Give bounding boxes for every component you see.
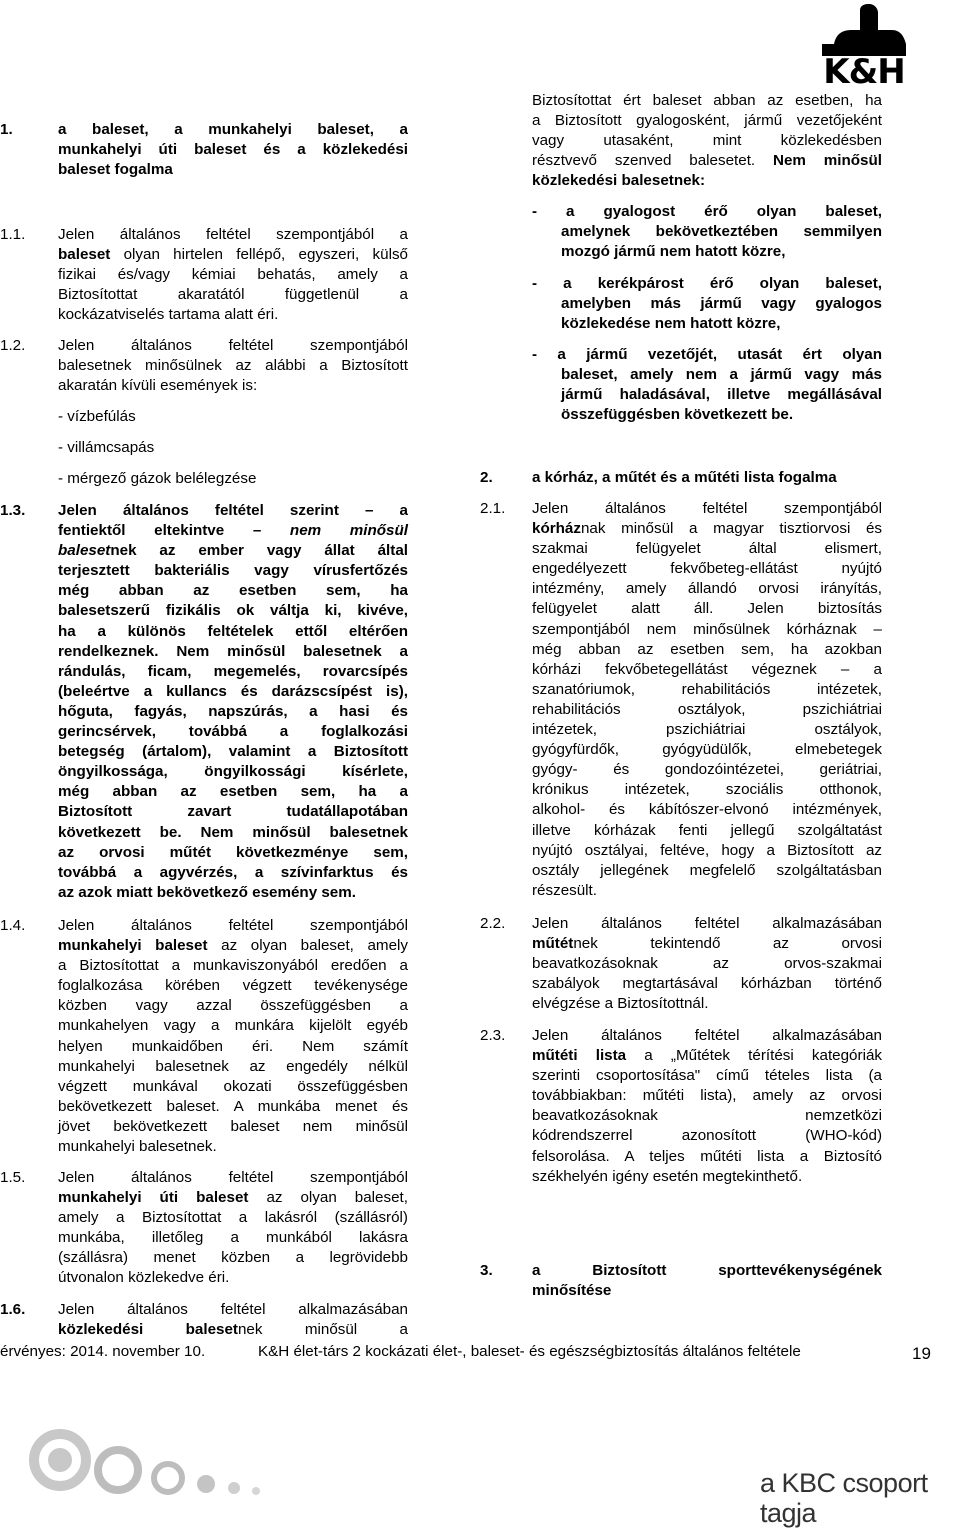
- text-line: székhelyén igény esetén megtekinthető.: [532, 1167, 803, 1185]
- term-muteti-lista: műtéti lista: [532, 1047, 627, 1065]
- text-line: [58, 936, 408, 956]
- text-line: beavatkozásoknak az orvos-szakmai: [532, 955, 882, 973]
- text-span: résztvevő szenved balesetet.: [532, 152, 756, 170]
- text-line: jövet bekövetkezett baleset nem minősül: [58, 1117, 408, 1135]
- text-line: [58, 1188, 408, 1208]
- text-line: felügyelet alatt áll. Jelen biztosítás: [532, 600, 882, 618]
- text-line: balesetnek minősülnek az alábbi a Biztosított: [58, 357, 408, 375]
- text-line: a Biztosított gyalogosként, jármű vezetőjeként: [532, 112, 882, 130]
- text-line: rehabilitációs osztályok, pszichiátriai: [532, 700, 882, 718]
- kbc-tagline: a KBC csoport tagja: [760, 1468, 928, 1528]
- text-span: következett be.: [58, 823, 182, 841]
- term-mutet: műtét: [532, 935, 574, 953]
- text-line: végzett munkával okozati összefüggésben: [58, 1077, 408, 1095]
- clause-number: 1.4.: [0, 917, 26, 934]
- text-line: Jelen általános feltétel szempontjából a: [58, 226, 408, 243]
- text-line: Jelen általános feltétel szempontjából: [58, 1169, 408, 1186]
- text-line: balesetszerű fizikális ok váltja ki, kivéve,: [58, 602, 408, 620]
- text-line: gyógyfürdők, gyógyüdülők, elmebetegek: [532, 741, 882, 759]
- text-line: még abban az esetben sem, ha: [58, 582, 408, 600]
- text-line: szabályok megtartásával kórházban történő: [532, 975, 882, 993]
- text-line: - a jármű vezetőjét, utasát ért olyan: [532, 346, 882, 363]
- text-line: munkahelyi balesetnek.: [58, 1138, 217, 1156]
- clause-number: 1.1.: [0, 226, 26, 243]
- text-line: baleset, amely nem a jármű vagy más: [561, 366, 882, 384]
- text-line: közben vagy azzal összefüggésben a: [58, 997, 408, 1015]
- text-line: gerincsérvek, továbbá a foglalkozási: [58, 723, 408, 741]
- clause-number: 1.5.: [0, 1169, 26, 1186]
- text-span: Nem minősül balesetnek a: [158, 642, 408, 660]
- heading-line: a Biztosított sporttevékenységének: [532, 1262, 882, 1279]
- list-item: - villámcsapás: [58, 439, 155, 457]
- text-line: közlekedési balesetnek:: [532, 172, 706, 190]
- text-line: [58, 642, 408, 662]
- text-line: - a gyalogost érő olyan baleset,: [532, 203, 882, 220]
- page-number: 19: [912, 1344, 931, 1363]
- text-line: jármű haladásával, illetve megállásával: [561, 386, 882, 404]
- kh-logo: [808, 4, 920, 92]
- text-line: osztály jellegének megfelelő szolgáltatásban: [532, 861, 882, 879]
- term-munkahelyi-uti-baleset: munkahelyi úti baleset: [58, 1189, 249, 1207]
- text-line: öngyilkossága, öngyilkossági kísérlete,: [58, 763, 408, 781]
- clause-number: 1.6.: [0, 1301, 26, 1318]
- text-line: [532, 1046, 882, 1066]
- text-line: gyógy- és gondozóintézetei, geriátriai,: [532, 761, 882, 779]
- text-line: Biztosított zavart tudatállapotában: [58, 803, 408, 821]
- text-span: nek tekintendő az orvosi: [573, 935, 882, 953]
- text-line: útvonalon közlekedve éri.: [58, 1269, 230, 1287]
- heading-line: baleset fogalma: [58, 161, 173, 179]
- text-line: kórházi fekvőbetegellátást végeznek – a: [532, 660, 882, 678]
- dash-item-2: [532, 274, 882, 334]
- text-line: kockázatviselés tartama alatt éri.: [58, 306, 279, 324]
- clause-number: 2.2.: [480, 915, 506, 932]
- text-line: [532, 519, 882, 539]
- text-line: [58, 1320, 408, 1340]
- text-line: Jelen általános feltétel alkalmazásában: [532, 915, 882, 932]
- clause-number: 1.2.: [0, 337, 26, 354]
- text-line: munkába, illetőleg a munkából lakásra: [58, 1229, 408, 1247]
- text-line: kódrendszerrel azonosított (WHO-kód): [532, 1127, 882, 1145]
- emphasis: nem minősül: [289, 522, 408, 540]
- text-line: még abban az esetben sem, ha azokban: [532, 640, 882, 658]
- text-line: felsorolása. A teljes műtéti lista a Biztosító: [532, 1147, 882, 1165]
- text-line: intézmény, amely állandó orvosi irányítás,: [532, 580, 882, 598]
- text-line: Jelen általános feltétel szempontjából: [58, 917, 408, 934]
- text-span: Nem minősül balesetnek: [181, 823, 409, 841]
- kbc-logo-icon: [28, 1418, 288, 1503]
- term-munkahelyi-baleset: munkahelyi baleset: [58, 937, 208, 955]
- text-line: [532, 934, 882, 954]
- term-kozlekedesi-baleset: közlekedési baleset: [58, 1321, 238, 1339]
- text-line: beavatkozásoknak nemzetközi: [532, 1107, 882, 1125]
- text-line: Jelen általános feltétel szempontjából: [532, 500, 882, 517]
- text-span: az olyan baleset, amely: [207, 937, 408, 955]
- text-line: nyújtó osztályai, feltéve, hogy a Biztosított az: [532, 841, 882, 859]
- text-span: a „Műtétek térítési kategóriák: [626, 1047, 882, 1065]
- text-line: krónikus intézetek, szociális otthonok,: [532, 781, 882, 799]
- dash-item-3: [532, 345, 882, 425]
- text-line: szerinti csoportosítása" című tételes lista (a: [532, 1067, 882, 1085]
- text-line: akaratán kívüli események is:: [58, 377, 258, 395]
- text-line: alkohol- és kábítószer-elvonó intézmények,: [532, 801, 882, 819]
- heading-line: a baleset, a munkahelyi baleset, a: [58, 121, 408, 138]
- emphasis: Nem minősül: [755, 152, 882, 170]
- validity-date: érvényes: 2014. november 10.: [0, 1343, 206, 1360]
- text-span: nek az ember vagy állat által: [110, 542, 408, 560]
- document-title: K&H élet-társ 2 kockázati élet-, baleset- és egészségbiztosítás általános feltétele: [258, 1343, 801, 1360]
- brand-name: K&H: [823, 52, 905, 92]
- text-line: amely a Biztosítottat a lakásról (szállásról): [58, 1209, 408, 1227]
- text-line: vagy utasaként, mint közlekedésben: [532, 132, 882, 150]
- heading-line: munkahelyi úti baleset és a közlekedési: [58, 141, 408, 159]
- text-line: betegség (ártalom), valamint a Biztosított: [58, 743, 408, 761]
- text-line: rándulás, ficam, megemelés, rovarcsípés: [58, 662, 408, 680]
- term-korhaz: kórház: [532, 520, 581, 538]
- text-line: munkahelyen vagy a munkára kijelölt egyéb: [58, 1017, 408, 1035]
- text-line: - a kerékpárost érő olyan baleset,: [532, 275, 882, 292]
- text-line: összefüggésben következett be.: [561, 406, 794, 424]
- text-span: nak minősül a magyar tisztiorvosi és: [580, 520, 882, 538]
- emphasis: baleset: [58, 542, 111, 560]
- text-line: [532, 151, 882, 171]
- text-line: Biztosítottat akaratától függetlenül a: [58, 286, 408, 304]
- text-line: amelyben más jármű vagy gyalogos: [561, 295, 882, 313]
- text-line: (beleértve a kullancs és darázscsípést is),: [58, 682, 408, 700]
- text-line: továbbá a agyvérzés, a szívinfarktus és: [58, 863, 408, 881]
- text-line: Jelen általános feltétel alkalmazásában: [58, 1301, 408, 1318]
- term-baleset: baleset: [58, 246, 111, 264]
- text-line: szempontjából nem minősülnek kórháznak –: [532, 620, 882, 638]
- text-line: Jelen általános feltétel szempontjából: [58, 337, 408, 354]
- heading-line: a kórház, a műtét és a műtéti lista fogalma: [532, 469, 837, 486]
- text-span: fentiektől eltekintve –: [58, 522, 262, 540]
- text-line: közlekedése nem hatott közre,: [561, 315, 781, 333]
- text-span: nek minősül a: [237, 1321, 408, 1339]
- text-line: illetve kórházak fenti jellegű szolgáltatást: [532, 821, 882, 839]
- text-line: szakmai felügyelet által elismert,: [532, 540, 882, 558]
- text-line: [58, 521, 408, 541]
- text-line: [58, 823, 408, 843]
- text-line: (szállásra) menet közben a legrövidebb: [58, 1249, 408, 1267]
- section-number: 1.: [0, 121, 13, 138]
- text-line: fizikai és/vagy kémiai behatás, amely a: [58, 266, 408, 284]
- text-span: olyan hirtelen fellépő, egyszeri, külső: [110, 246, 408, 264]
- section-number: 3.: [480, 1262, 493, 1279]
- text-line: még abban az esetben sem, ha a: [58, 783, 408, 801]
- text-line: továbbiakban: műtéti lista), amely az orvosi: [532, 1087, 882, 1105]
- text-line: intézetek, pszichiátriai osztályok,: [532, 721, 882, 739]
- text-line: engedélyezett fekvőbeteg-ellátást nyújtó: [532, 560, 882, 578]
- text-line: terjesztett bakteriális vagy vírusfertőzés: [58, 562, 408, 580]
- list-item: - mérgező gázok belélegzése: [58, 470, 257, 488]
- text-line: az azok miatt bekövetkező esemény sem.: [58, 883, 356, 901]
- text-span: rendelkeznek.: [58, 642, 159, 660]
- text-line: a Biztosítottat a munkaviszonyából eredően a: [58, 957, 408, 975]
- text-line: helyen munkaidőben éri. Nem számít: [58, 1037, 408, 1055]
- text-line: Biztosítottat ért baleset abban az esetben, ha: [532, 92, 882, 109]
- clause-number: 2.3.: [480, 1027, 506, 1044]
- text-line: Jelen általános feltétel alkalmazásában: [532, 1027, 882, 1044]
- text-line: bekövetkezett baleset. A munkába menet és: [58, 1097, 408, 1115]
- right-intro: [532, 91, 882, 191]
- text-line: amelynek bekövetkeztében semmilyen: [561, 223, 882, 241]
- clause-number: 2.1.: [480, 500, 506, 517]
- section-number: 2.: [480, 469, 493, 486]
- text-line: szanatóriumok, rehabilitációs intézetek,: [532, 680, 882, 698]
- text-line: munkahelyi balesetnek az engedély nélkül: [58, 1057, 408, 1075]
- text-line: mozgó jármű nem hatott közre,: [561, 243, 786, 261]
- text-line: hőguta, fagyás, napszúrás, a hasi és: [58, 702, 408, 720]
- text-span: az olyan baleset,: [248, 1189, 408, 1207]
- clause-number: 1.3.: [0, 502, 26, 519]
- text-line: elvégzése a Biztosítottnál.: [532, 995, 709, 1013]
- text-line: az orvosi műtét következménye sem,: [58, 843, 408, 861]
- text-line: Jelen általános feltétel szerint – a: [58, 502, 408, 519]
- dash-item-1: [532, 202, 882, 262]
- list-item: - vízbefúlás: [58, 408, 136, 426]
- heading-line: minősítése: [532, 1282, 612, 1300]
- text-line: foglalkozása körében végzett tevékenysége: [58, 977, 408, 995]
- text-line: részesült.: [532, 881, 597, 899]
- kh-emblem-icon: [822, 4, 906, 56]
- text-line: [58, 245, 408, 265]
- text-line: ha a különös feltételek ettől eltérően: [58, 622, 408, 640]
- text-line: [58, 541, 408, 561]
- page-footer: [0, 1342, 960, 1366]
